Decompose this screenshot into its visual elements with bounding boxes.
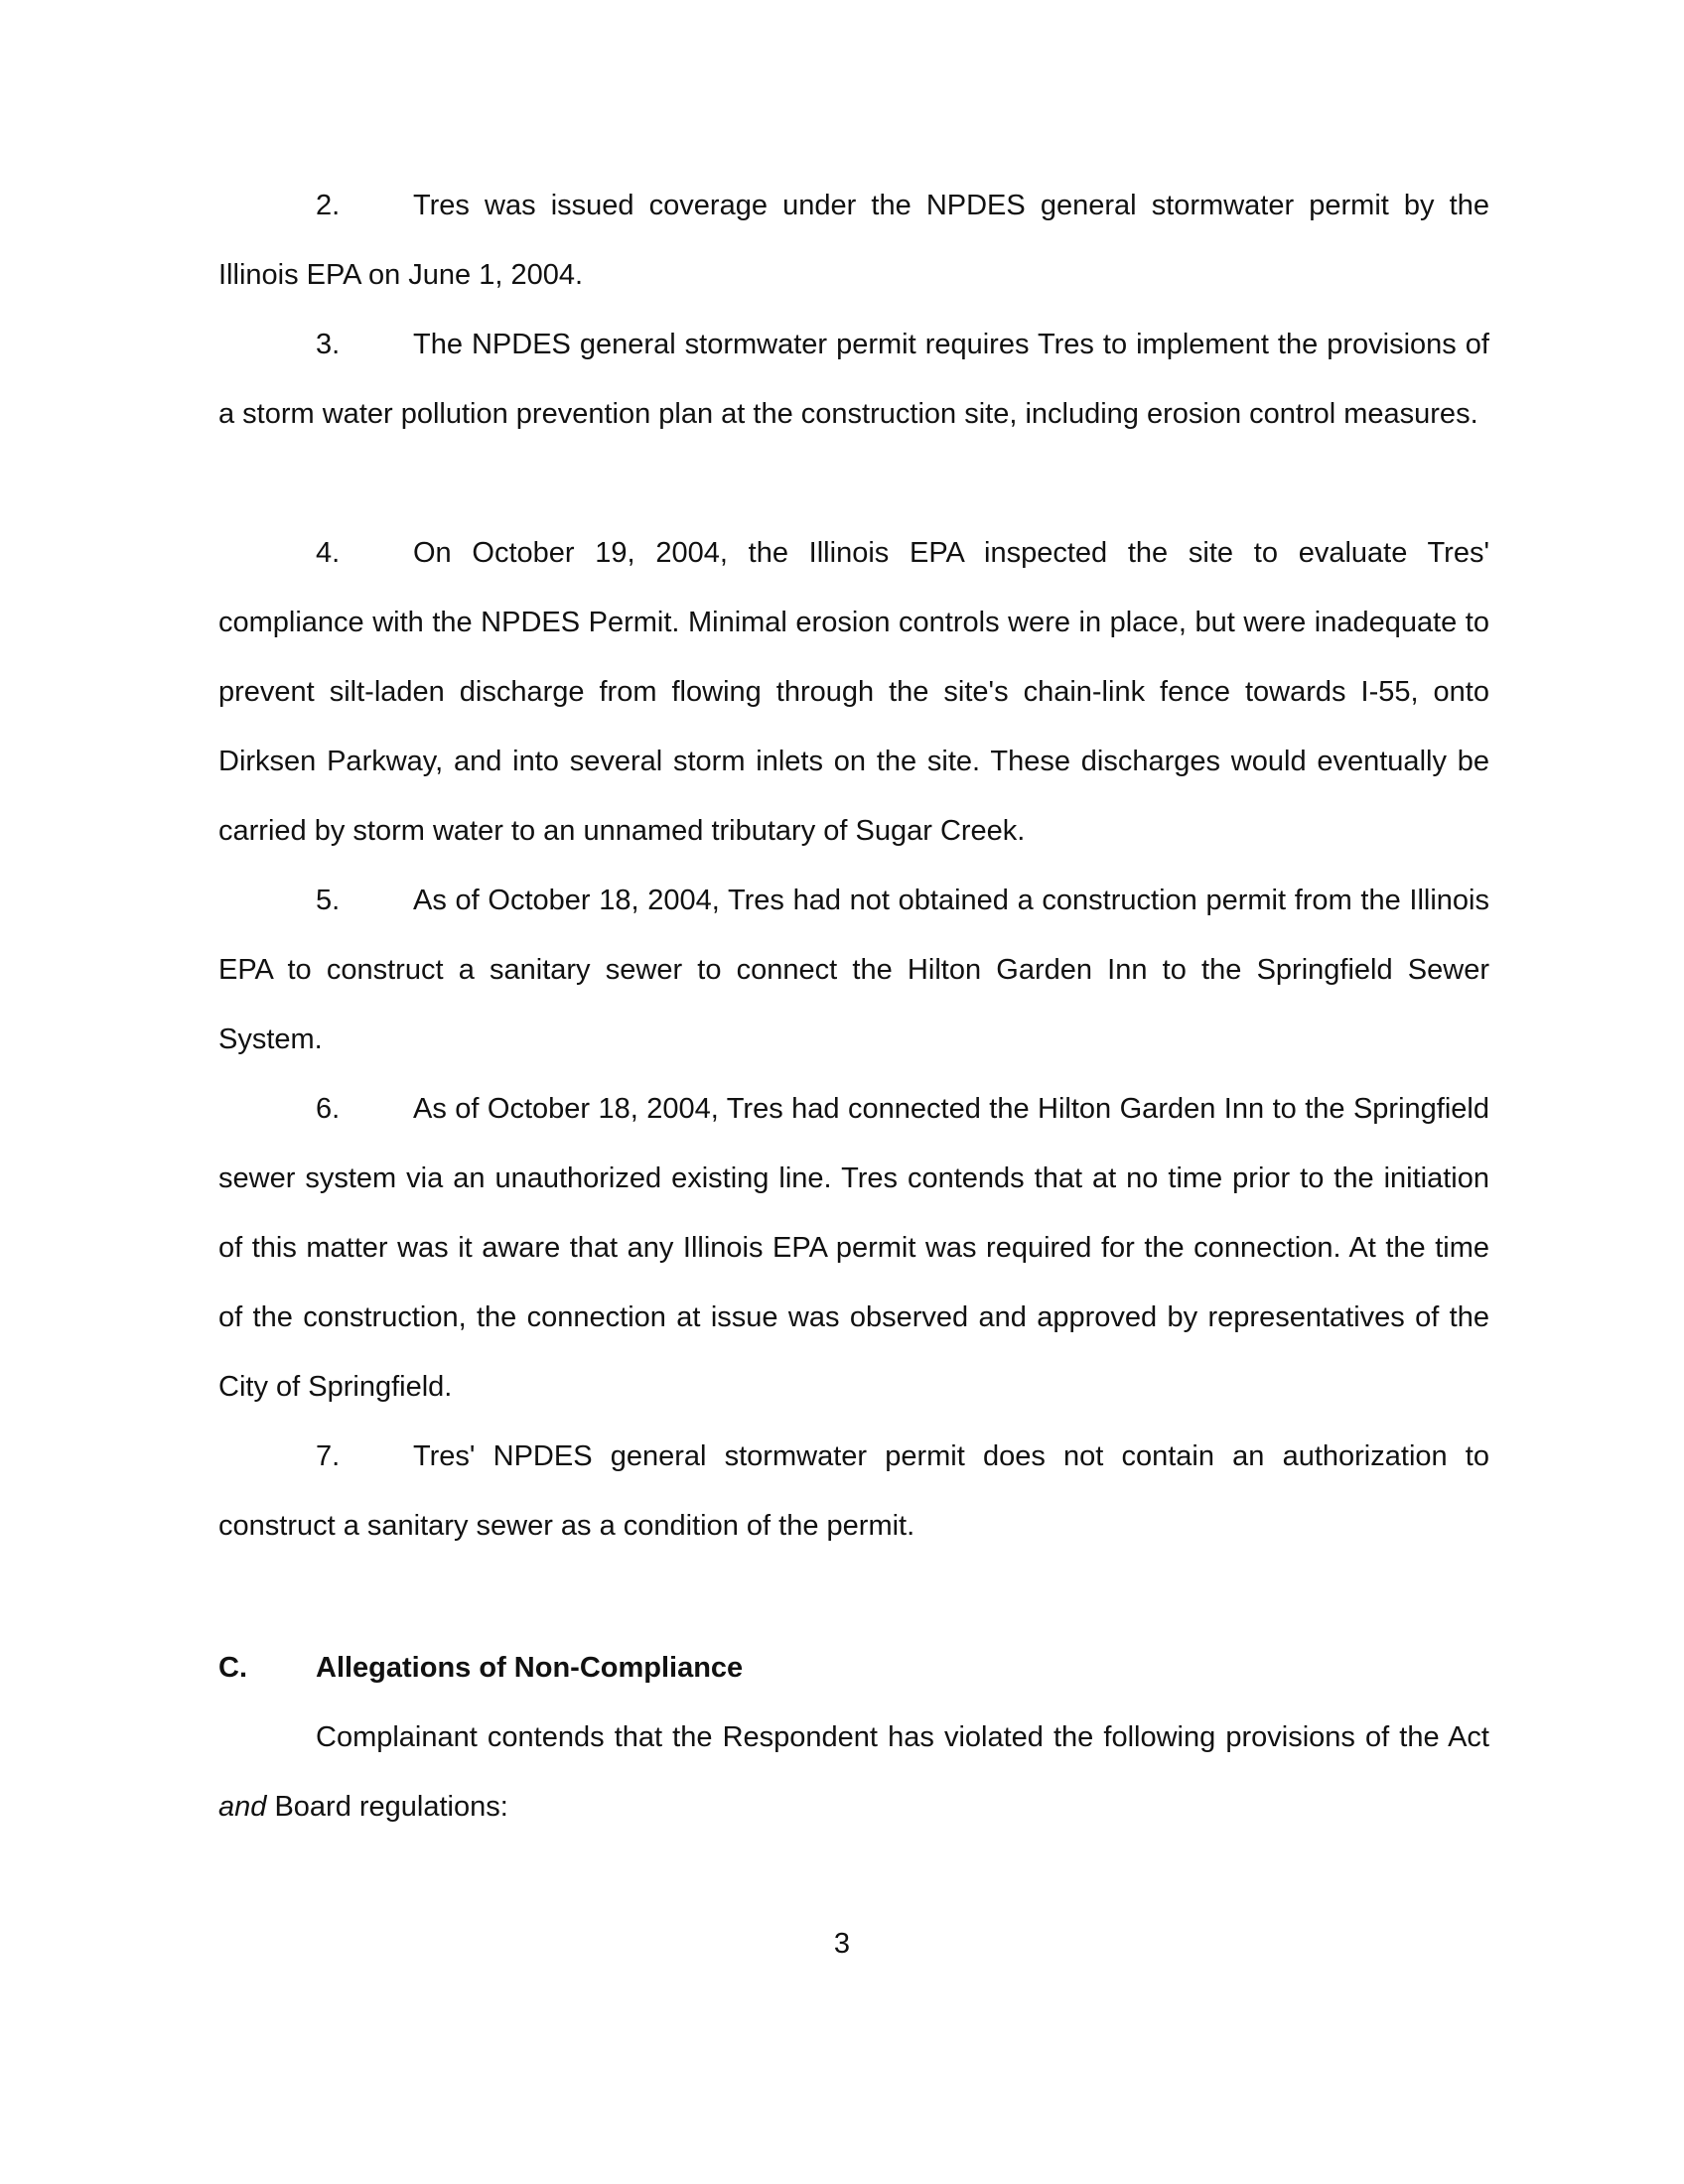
intro-italic-word: and bbox=[218, 1791, 267, 1823]
paragraph-text: Tres' NPDES general stormwater permit does not contain an authorization to construct a sanitary sewer as a condition of the permit. bbox=[218, 1440, 1489, 1542]
page-number: 3 bbox=[833, 1928, 851, 1960]
paragraph-7 bbox=[218, 1422, 1489, 1561]
paragraph-5 bbox=[218, 866, 1489, 1074]
paragraph-2 bbox=[218, 171, 1489, 310]
paragraph-6 bbox=[218, 1074, 1489, 1422]
paragraph-number: 3. bbox=[316, 329, 341, 360]
paragraph-number: 4. bbox=[316, 537, 341, 569]
paragraph-number: 7. bbox=[316, 1440, 341, 1472]
section-title: Allegations of Non-Compliance bbox=[316, 1652, 744, 1684]
paragraph-text: Tres was issued coverage under the NPDES general stormwater permit by the Illinois EPA on June 1, 2004. bbox=[218, 190, 1489, 291]
paragraph-4 bbox=[218, 518, 1489, 866]
intro-tail: Board regulations: bbox=[266, 1791, 508, 1823]
paragraph-text: As of October 18, 2004, Tres had connected the Hilton Garden Inn to the Springfield sewer system via an unauthorized existing line. Tres contends that at no time prior to the initiation of this matter was it aware that any Illinois EPA permit was required for the connection. At the time of the construction, the connection at issue was observed and approved by representatives of the City of Springfield. bbox=[218, 1093, 1489, 1403]
section-letter: C. bbox=[218, 1652, 247, 1684]
paragraph-number: 6. bbox=[316, 1093, 341, 1125]
paragraph-3 bbox=[218, 310, 1489, 449]
intro-text: Complainant contends that the Respondent has violated the following provisions of the Act bbox=[316, 1721, 1489, 1753]
paragraph-text: The NPDES general stormwater permit requires Tres to implement the provisions of a storm water pollution prevention plan at the construction site, including erosion control measures. bbox=[218, 329, 1489, 430]
section-intro-paragraph bbox=[218, 1703, 1489, 1842]
paragraph-number: 5. bbox=[316, 885, 341, 916]
paragraph-text: On October 19, 2004, the Illinois EPA inspected the site to evaluate Tres' compliance with the NPDES Permit. Minimal erosion controls were in place, but were inadequate to prevent silt-laden discharge from flowing through the site's chain-link fence towards I-55, onto Dirksen Parkway, and into several storm inlets on the site. These discharges would eventually be carried by storm water to an unnamed tributary of Sugar Creek. bbox=[218, 537, 1489, 847]
paragraph-text: As of October 18, 2004, Tres had not obtained a construction permit from the Illinois EPA to construct a sanitary sewer to connect the Hilton Garden Inn to the Springfield Sewer System. bbox=[218, 885, 1489, 1055]
section-heading bbox=[218, 1633, 743, 1703]
paragraph-number: 2. bbox=[316, 190, 341, 221]
